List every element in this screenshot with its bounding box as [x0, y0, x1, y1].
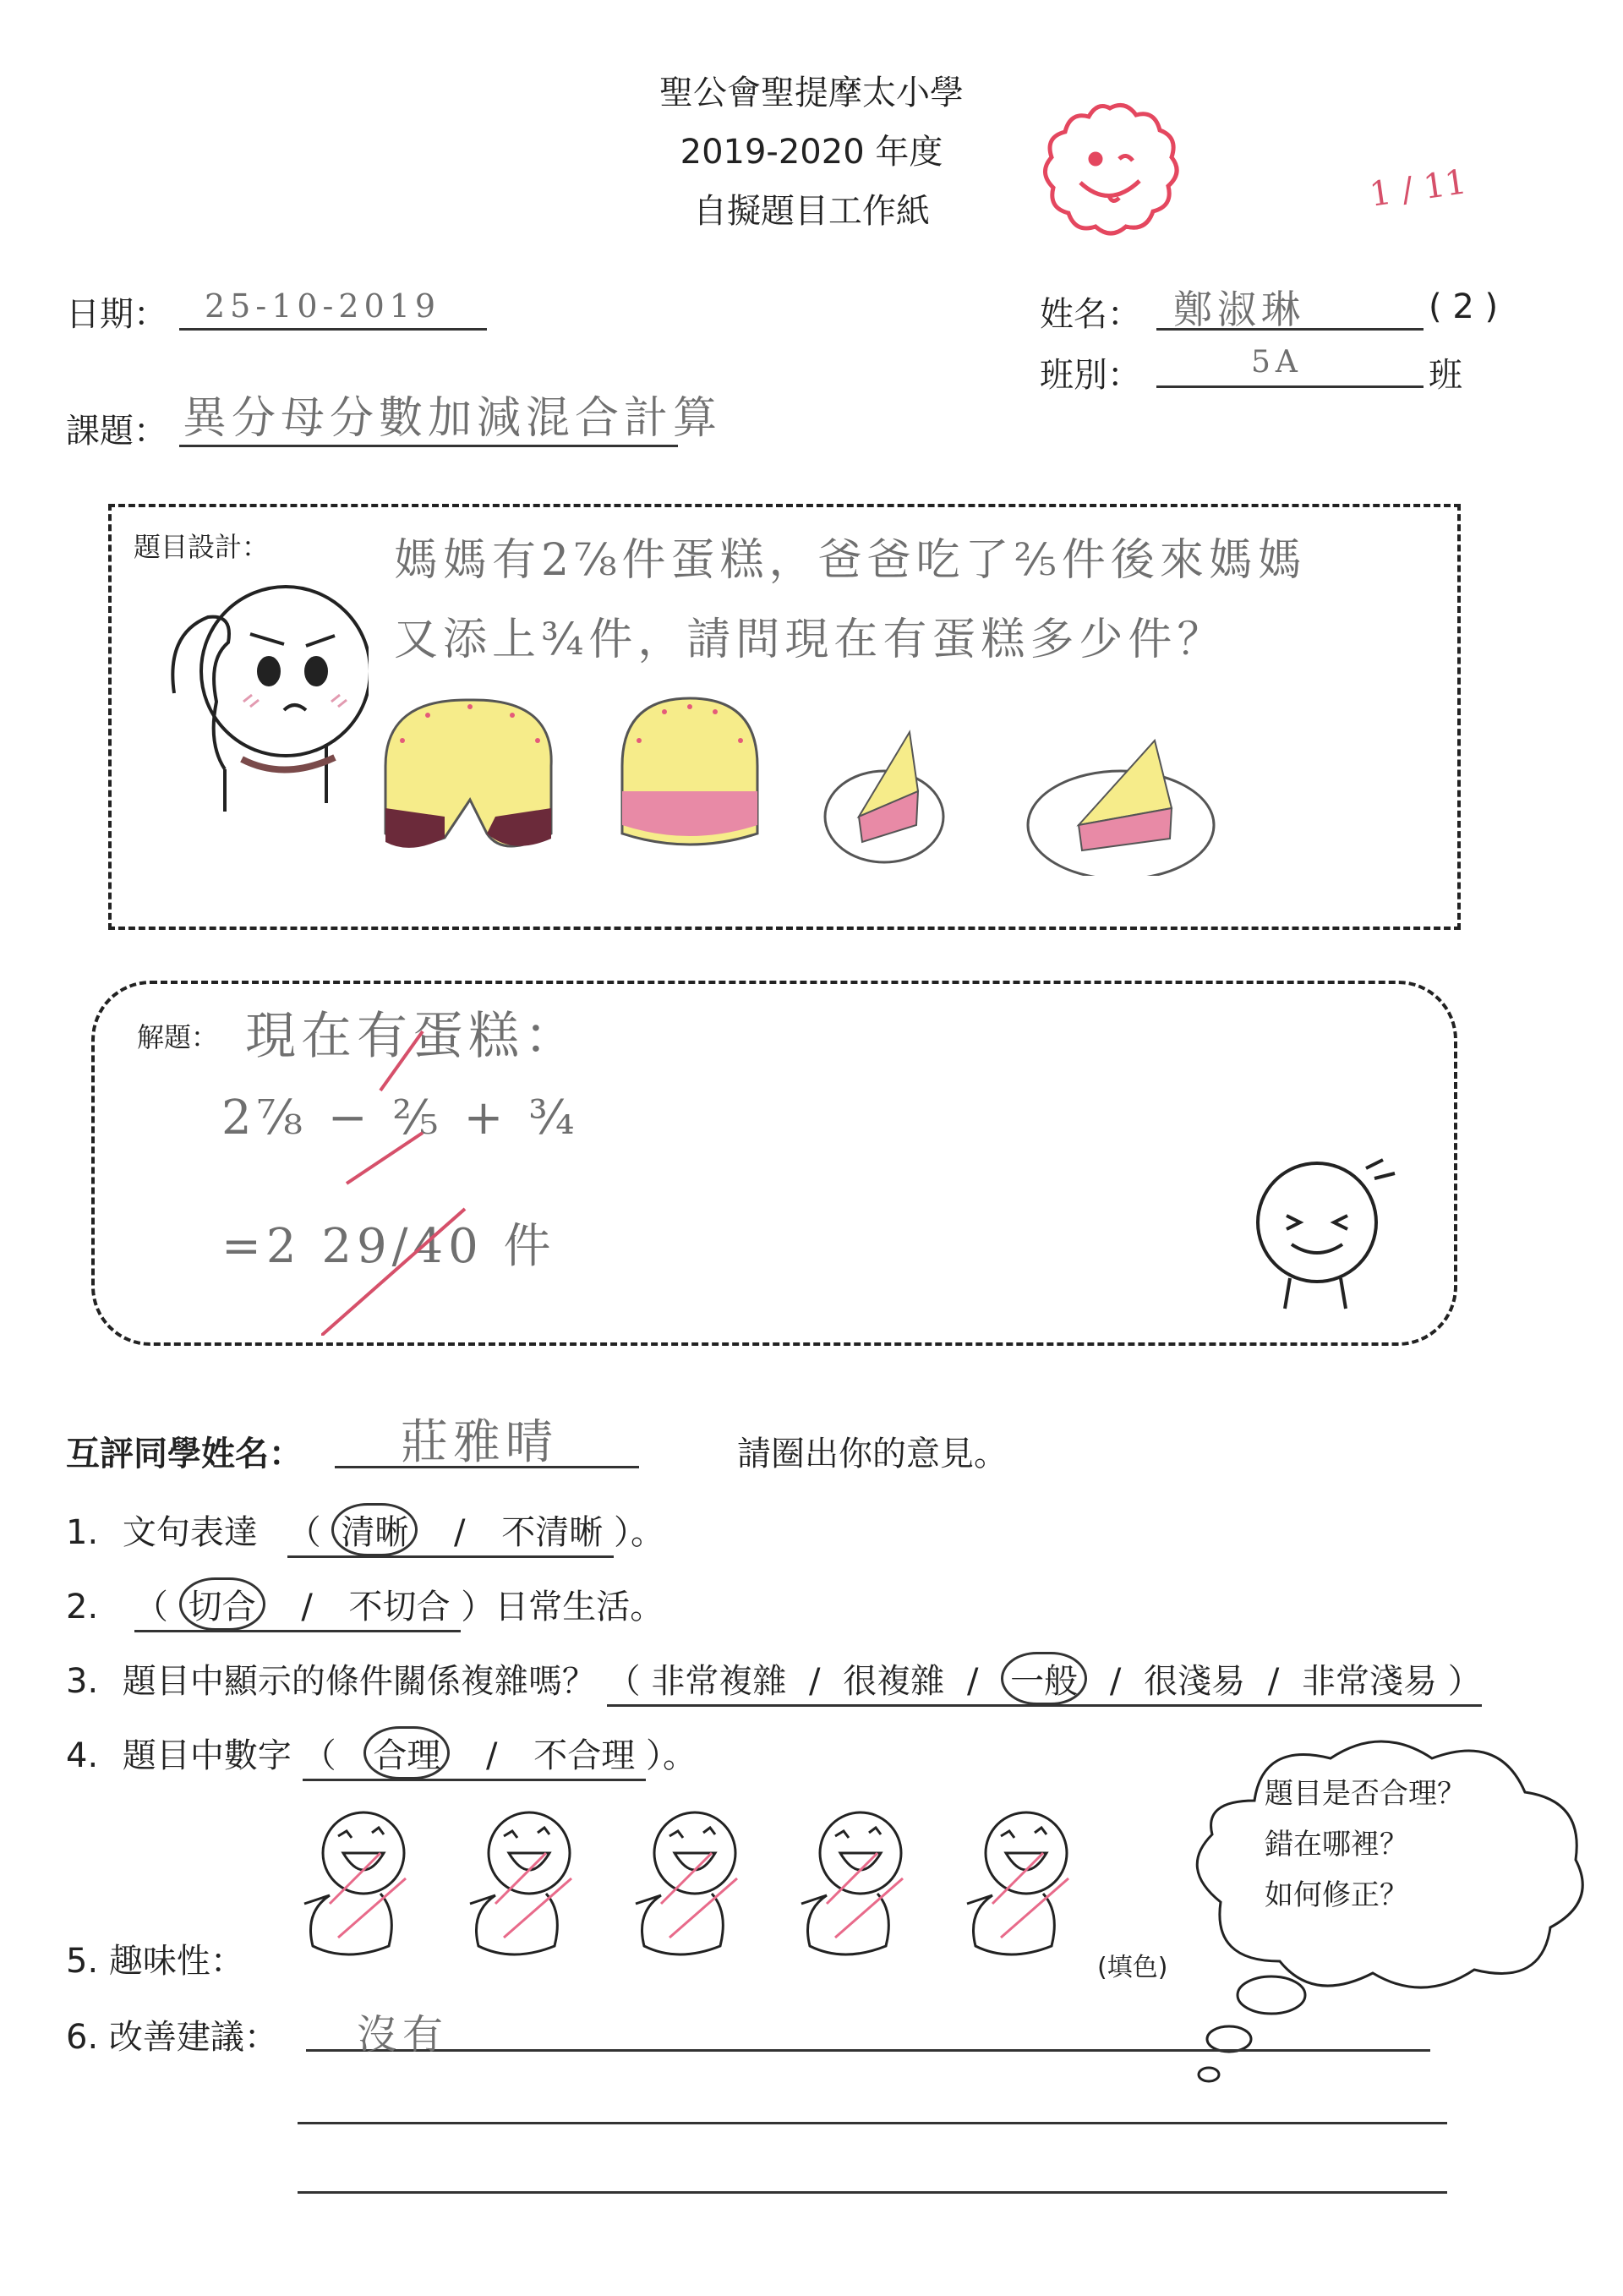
- close-bracket: ）。: [645, 1736, 697, 1775]
- item-number: 2.: [66, 1588, 99, 1626]
- check-marks: [321, 998, 507, 1336]
- peer-review-label: 互評同學姓名：: [66, 1435, 303, 1473]
- student-number: ( 2 ): [1429, 287, 1499, 326]
- solution-line-3: =2 29/40 件: [221, 1219, 556, 1274]
- option-separator: /: [1267, 1662, 1280, 1701]
- worksheet-title: 自擬題目工作紙: [693, 192, 930, 231]
- peer-name-field: [335, 1405, 639, 1468]
- item-options: [303, 1736, 646, 1781]
- class-label: 班別：: [1040, 356, 1141, 395]
- laughing-baby-icon-4[interactable]: [784, 1802, 911, 1971]
- fill-color-note: (填色): [1097, 1953, 1168, 1982]
- bubble-line-3: 如何修正？: [1265, 1878, 1408, 1912]
- thought-bubble-text: [1265, 1768, 1466, 1921]
- item-options: [287, 1513, 614, 1558]
- option-separator: /: [966, 1662, 979, 1701]
- item-text: 文句表達: [122, 1513, 258, 1552]
- improvement-field-line-2: [298, 2120, 1447, 2124]
- item-options: [607, 1662, 1482, 1707]
- option-clear-selected[interactable]: 清晰: [331, 1503, 418, 1556]
- laughing-baby-icon-2[interactable]: [453, 1802, 580, 1971]
- option-very-easy[interactable]: 非常淺易: [1302, 1662, 1438, 1701]
- school-year: 2019-2020 年度: [680, 133, 943, 172]
- item-text: 題目中數字: [122, 1736, 292, 1775]
- smiley-stamp-icon: [1036, 100, 1183, 243]
- option-unreasonable[interactable]: 不合理: [533, 1736, 636, 1775]
- improvement-label: 6. 改善建議：: [66, 2018, 278, 2057]
- item-number: 4.: [66, 1736, 99, 1775]
- option-reasonable-selected[interactable]: 合理: [363, 1726, 450, 1779]
- solution-line-1: 現在有蛋糕：: [245, 1007, 580, 1066]
- option-complex[interactable]: 很複雜: [843, 1662, 945, 1701]
- grade-mark: 1 / 11: [1367, 162, 1469, 215]
- review-item-3: [66, 1652, 1482, 1705]
- fun-rating-label: 5. 趣味性：: [66, 1942, 244, 1981]
- laughing-baby-icon-5[interactable]: [950, 1802, 1077, 1971]
- question-line-2: 又添上¾件，請問現在有蛋糕多少件？: [394, 615, 1227, 665]
- cake-slice-plate-icon: [825, 732, 943, 862]
- laughing-face-icon: [1248, 1151, 1400, 1317]
- item-options: [134, 1588, 461, 1632]
- topic-field: [179, 380, 723, 447]
- option-separator: /: [809, 1662, 821, 1701]
- peer-name-value: 莊雅晴: [401, 1415, 558, 1470]
- improvement-field-line-3: [298, 2189, 1447, 2194]
- date-label: 日期：: [66, 295, 167, 334]
- laughing-baby-icon-3[interactable]: [619, 1802, 746, 1971]
- option-separator: /: [1109, 1662, 1122, 1701]
- name-value: 鄭淑琳: [1173, 287, 1305, 332]
- date-field: [179, 284, 487, 331]
- class-suffix: 班: [1429, 356, 1462, 395]
- close-bracket: ）。: [613, 1513, 664, 1552]
- cake-slice-plate-icon-2: [1028, 741, 1214, 876]
- question-line-1: 媽媽有2⅞件蛋糕，爸爸吃了⅖件後來媽媽: [394, 535, 1307, 586]
- date-value: 25-10-2019: [205, 287, 441, 325]
- peer-review-instruction: 請圈出你的意見。: [737, 1435, 1008, 1473]
- whole-cake-cut-icon: [385, 700, 551, 848]
- close-bracket: ）: [1447, 1662, 1482, 1701]
- bubble-line-2: 錯在哪裡？: [1265, 1828, 1408, 1861]
- laughing-baby-icon-1[interactable]: [287, 1802, 414, 1971]
- open-bracket: （: [287, 1513, 321, 1552]
- option-irrelevant[interactable]: 不切合: [348, 1588, 451, 1626]
- school-name: 聖公會聖提摩太小學: [659, 74, 964, 112]
- option-unclear[interactable]: 不清晰: [501, 1513, 604, 1552]
- review-item-1: [66, 1503, 664, 1556]
- name-label: 姓名：: [1040, 295, 1141, 334]
- topic-value: 異分母分數加減混合計算: [183, 393, 723, 444]
- item-number: 3.: [66, 1662, 99, 1701]
- topic-label: 課題：: [66, 412, 167, 451]
- bubble-line-1: 題目是否合理？: [1265, 1777, 1466, 1811]
- option-very-complex[interactable]: 非常複雜: [651, 1662, 787, 1701]
- thinking-face-icon: [157, 583, 369, 820]
- open-bracket: （: [606, 1662, 641, 1701]
- improvement-value: 沒有: [357, 2011, 449, 2058]
- option-separator: /: [486, 1736, 498, 1775]
- fun-rating-faces: [287, 1802, 1099, 1971]
- option-separator: /: [301, 1588, 313, 1626]
- cake-drawings: [377, 690, 1374, 876]
- option-separator: /: [454, 1513, 466, 1552]
- open-bracket: （: [134, 1588, 168, 1626]
- close-bracket: ）日常生活。: [461, 1588, 664, 1626]
- question-design-label: 題目設計：: [134, 531, 270, 563]
- review-item-4: [66, 1726, 697, 1779]
- solution-line-2: 2⅞ − ⅖ + ¾: [221, 1091, 580, 1145]
- class-value: 5A: [1251, 345, 1303, 380]
- class-field: [1156, 342, 1424, 388]
- option-average-selected[interactable]: 一般: [1001, 1652, 1087, 1705]
- open-bracket: （: [302, 1736, 336, 1775]
- solution-label: 解題：: [137, 1021, 219, 1053]
- whole-cake-icon: [622, 698, 757, 845]
- name-field: [1156, 279, 1424, 331]
- improvement-field-line-1: [306, 2009, 1430, 2058]
- item-number: 1.: [66, 1513, 99, 1552]
- item-text: 題目中顯示的條件關係複雜嗎？: [122, 1662, 596, 1701]
- option-easy[interactable]: 很淺易: [1144, 1662, 1246, 1701]
- review-item-2: [66, 1577, 664, 1631]
- option-relevant-selected[interactable]: 切合: [179, 1577, 265, 1631]
